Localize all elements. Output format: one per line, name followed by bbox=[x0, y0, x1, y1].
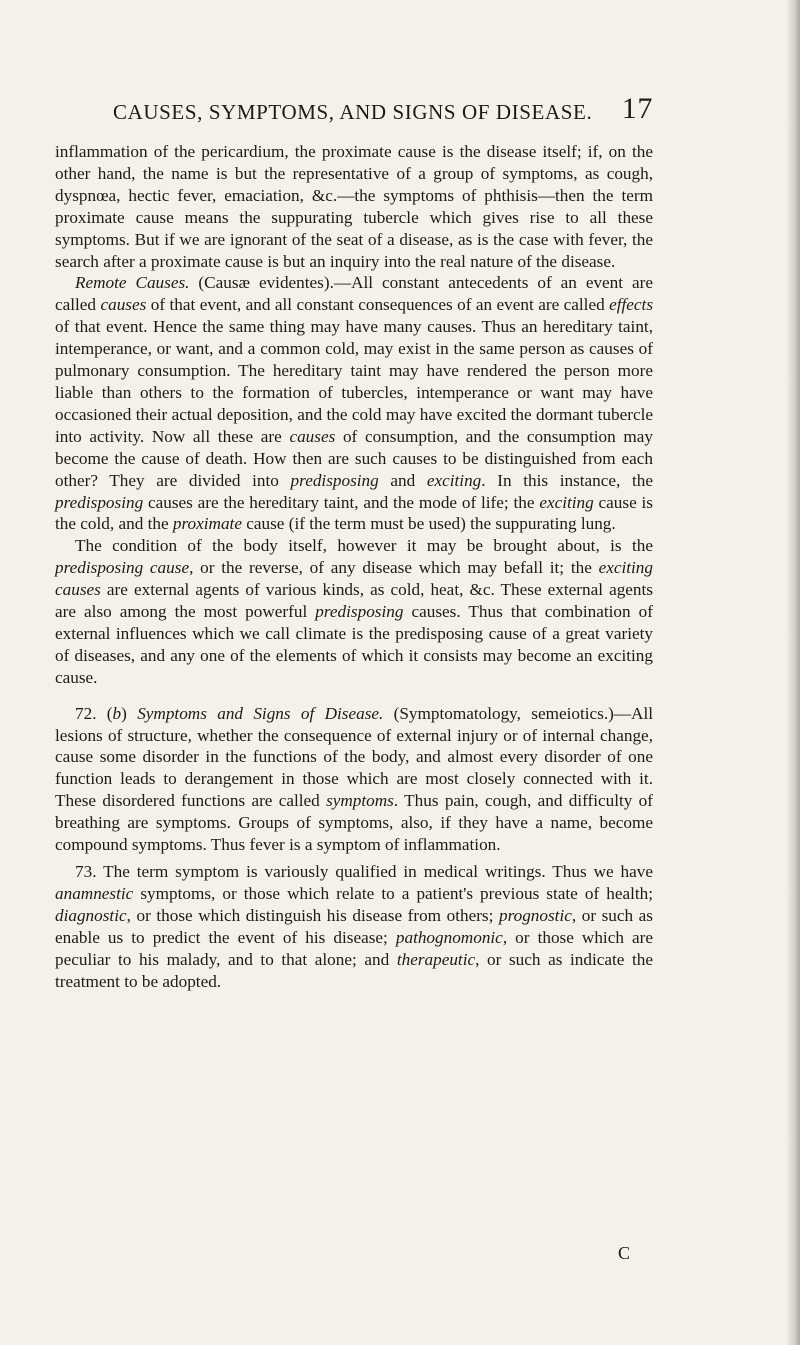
paragraph-section-73: 73. The term symptom is variously qualified in medical writings. Thus we have anamnestic symptoms, or those which relate to a patient's previous state of health; diagnostic, or those which distinguish his disease from others; prognostic, or such as enable us to predict the event of his disease; pathognomonic, or those which are peculiar to his malady, and to that alone; and therapeutic, or such as indicate the treatment to be adopted. bbox=[55, 862, 654, 991]
body-text bbox=[55, 141, 653, 992]
paragraph-remote-causes: Remote Causes. (Causæ evidentes).—All constant antecedents of an event are called causes of that event, and all constant consequences of an event are called effects of that event. Hence the same thing may have many causes. Thus an hereditary taint, intemperance, or want, and a common cold, may exist in the same person as causes of pulmonary consumption. The hereditary taint may have rendered the person more liable than others to the formation of tubercles, intemperance or want may have occasioned their actual deposition, and the cold may have excited the dormant tubercle into activity. Now all these are causes of consumption, and the consumption may become the cause of death. How then are such causes to be distinguished from each other? They are divided into predisposing and exciting. In this instance, the predisposing causes are the hereditary taint, and the mode of life; the exciting cause is the cold, and the proximate cause (if the term must be used) the suppurating lung. bbox=[55, 273, 654, 534]
page-number: 17 bbox=[621, 92, 653, 125]
paragraph: inflammation of the pericardium, the proximate cause is the disease itself; if, on the other hand, the name is but the representative of a group of symptoms, as cough, dyspnœa, hectic fever, emaciation, &c.—the symptoms of phthisis—then the term proximate cause means the suppurating tubercle which gives rise to all these symptoms. But if we are ignorant of the seat of a disease, as is the case with fever, the search after a proximate cause is but an inquiry into the real nature of the disease. bbox=[55, 142, 653, 271]
page-edge-shadow bbox=[786, 0, 800, 1345]
paragraph-body-condition: The condition of the body itself, however it may be brought about, is the predisposing cause, or the reverse, of any disease which may befall it; the exciting causes are external agents of various kinds, as cold, heat, &c. These external agents are also among the most powerful predisposing causes. Thus that combination of external influences which we call climate is the predisposing cause of a great variety of diseases, and any one of the elements of which it consists may become an exciting cause. bbox=[55, 536, 653, 687]
running-head: CAUSES, SYMPTOMS, AND SIGNS OF DISEASE. bbox=[113, 100, 593, 124]
paragraph-section-72: 72. (b) Symptoms and Signs of Disease. (Symptomatology, semeiotics.)—All lesions of structure, whether the consequence of external injury or of internal change, cause some disorder in the functions of the body, and almost every disorder of one function leads to derangement in those which are most closely connected with it. These disordered functions are called symptoms. Thus pain, cough, and difficulty of breathing are symptoms. Groups of symptoms, also, if they have a name, become compound symptoms. Thus fever is a symptom of inflammation. bbox=[55, 703, 653, 855]
page-header bbox=[113, 94, 653, 128]
signature-mark: C bbox=[618, 1243, 631, 1263]
